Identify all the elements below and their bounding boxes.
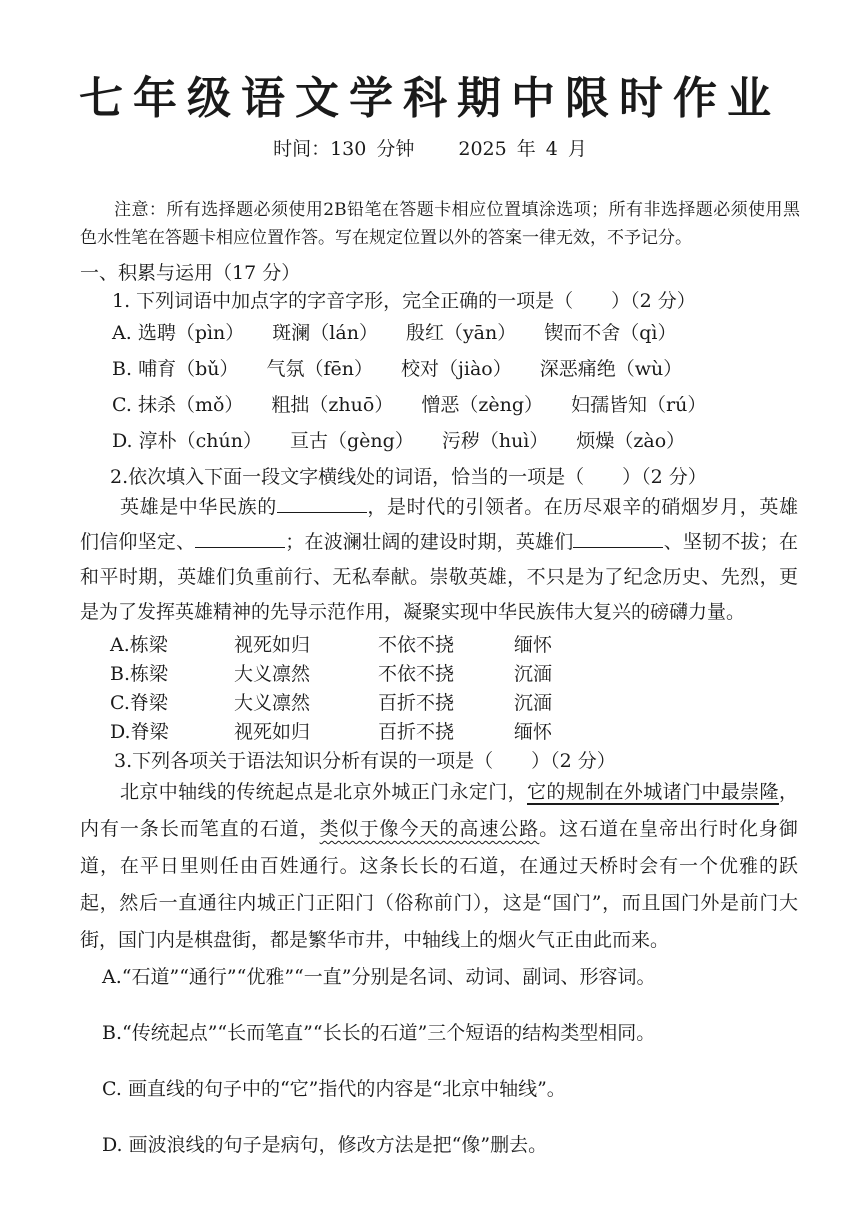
- exam-meta: [0, 134, 860, 161]
- section-heading: 一、积累与运用（17 分）: [80, 262, 301, 284]
- straight-underlined-sentence: 它的规制在外城诸门中最崇隆: [527, 781, 779, 803]
- word: 锲而不舍（qì）: [544, 322, 677, 344]
- word: 殷红（yān）: [405, 322, 517, 344]
- blank-line: [277, 494, 367, 513]
- question-1-stem: 1. 下列词语中加点字的字音字形，完全正确的一项是（ ）（2 分）: [112, 290, 696, 312]
- question-3-stem: 3.下列各项关于语法知识分析有误的一项是（ ）（2 分）: [114, 750, 616, 772]
- exam-date: 2025 年 4 月: [458, 138, 587, 160]
- option-row: C.脊梁 大义凛然 百折不挠 沉湎: [110, 692, 553, 714]
- word: 校对（jiào）: [400, 358, 512, 380]
- word: 选聘（pìn）: [137, 322, 245, 344]
- question-3-option-d: D. 画波浪线的句子是病句，修改方法是把“像”删去。: [102, 1134, 548, 1156]
- wavy-underlined-sentence: 类似于像今天的高速公路: [319, 818, 540, 840]
- question-3-option-a: A.“石道”“通行”“优雅”“一直”分别是名词、动词、副词、形容词。: [102, 966, 656, 988]
- word: 烦燥（zào）: [576, 430, 686, 452]
- question-2-stem: 2.依次填入下面一段文字横线处的词语，恰当的一项是（ ）（2 分）: [110, 466, 707, 488]
- question-1-option-c: C. 抹杀（mǒ） 粗拙（zhuō） 憎恶（zèng） 妇孺皆知（rú）: [112, 390, 734, 417]
- word: 憎恶（zèng）: [421, 394, 544, 416]
- question-2-options: [110, 630, 594, 746]
- blank-line: [573, 529, 663, 548]
- word: 气氛（fēn）: [266, 358, 373, 380]
- notice-text: 注意：所有选择题必须使用2B铅笔在答题卡相应位置填涂选项；所有非选择题必须使用黑色水性笔在答题卡相应位置作答。写在规定位置以外的答案一律无效，不予记分。: [80, 200, 800, 248]
- question-3-option-b: B.“传统起点”“长而笔直”“长长的石道”三个短语的结构类型相同。: [102, 1022, 656, 1044]
- word: 淳朴（chún）: [138, 430, 263, 452]
- question-1-option-a: A. 选聘（pìn） 斑澜（lán） 殷红（yān） 锲而不舍（qì）: [112, 318, 705, 345]
- word: 哺育（bǔ）: [138, 358, 239, 380]
- option-row: A.栋梁 视死如归 不依不挠 缅怀: [110, 634, 553, 656]
- page-title: 七年级语文学科期中限时作业: [79, 73, 781, 124]
- blank-line: [195, 529, 285, 548]
- word: 妇孺皆知（rú）: [571, 394, 707, 416]
- question-3-passage: 北京中轴线的传统起点是北京外城正门永定门，它的规制在外城诸门中最崇隆，内有一条长而笔直的石道，类似于像今天的高速公路。这石道在皇帝出行时化身御道，在平日里则任由百姓通行。这条长长的石道，在通过天桥时会有一个优雅的跃起，然后一直通往内城正门正阳门（俗称前门），这是“国门”，而且国门外是前门大街，国门内是棋盘街，都是繁华市井，中轴线上的烟火气正由此而来。: [80, 781, 798, 951]
- word: 深恶痛绝（wù）: [539, 358, 683, 380]
- option-row: D.脊梁 视死如归 百折不挠 缅怀: [110, 721, 553, 743]
- word: 斑澜（lán）: [272, 322, 378, 344]
- question-2-passage: 英雄是中华民族的 ，是时代的引领者。在历尽艰辛的硝烟岁月，英雄们信仰坚定、 ；在波澜壮阔的建设时期，英雄们 、坚韧不拔；在和平时期，英雄们负重前行、无私奉献。崇敬英雄，不只是为了纪念历史、先烈，更是为了发挥英雄精神的先导示范作用，凝聚实现中华民族伟大复兴的磅礴力量。: [80, 496, 798, 623]
- option-row: B.栋梁 大义凛然 不依不挠 沉湎: [110, 663, 553, 685]
- exam-time: 时间：130 分钟: [273, 138, 415, 160]
- word: 粗拙（zhuō）: [271, 394, 394, 416]
- question-3-option-c: C. 画直线的句子中的“它”指代的内容是“北京中轴线”。: [102, 1078, 566, 1100]
- question-1-option-b: B. 哺育（bǔ） 气氛（fēn） 校对（jiào） 深恶痛绝（wù）: [112, 354, 710, 381]
- question-1-option-d: D. 淳朴（chún） 亘古（gèng） 污秽（huì） 烦燥（zào）: [112, 426, 713, 453]
- word: 污秽（huì）: [441, 430, 549, 452]
- word: 亘古（gèng）: [290, 430, 414, 452]
- word: 抹杀（mǒ）: [137, 394, 244, 416]
